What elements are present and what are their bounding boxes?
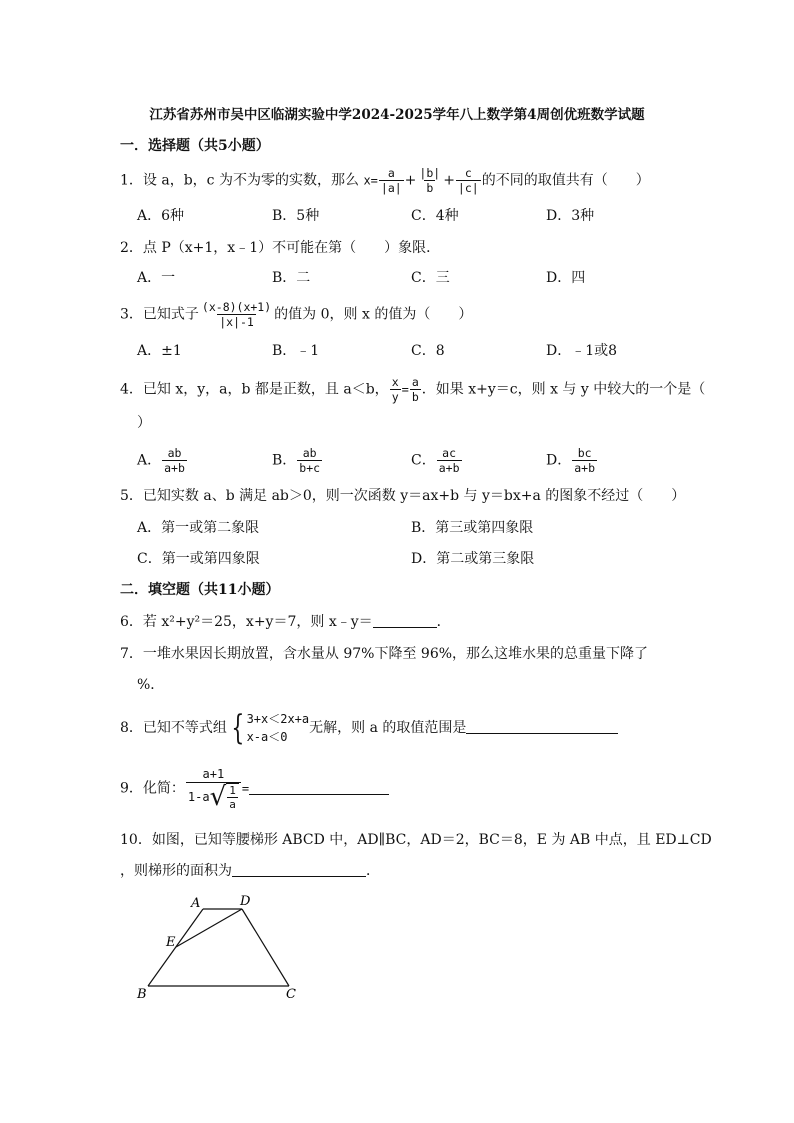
q2-option-b: B．二 bbox=[272, 270, 311, 286]
q1-fraction-b: $\frac{|b|}{b}$ bbox=[419, 166, 441, 195]
q5-option-c: C．第一或第四象限 bbox=[137, 551, 260, 567]
q4-stem: 4．已知 x，y，a，b 都是正数，且 a＜b， bbox=[120, 381, 389, 398]
q8-stem: 8．已知不等式组 bbox=[120, 720, 227, 736]
q1-option-b: B．5种 bbox=[272, 208, 320, 224]
q1-option-a: A．6种 bbox=[137, 208, 185, 224]
q5-option-b: B．第三或第四象限 bbox=[411, 520, 534, 536]
q3-tail: 的值为 0，则 x 的值为（ ） bbox=[274, 306, 473, 323]
q1-tail: 的不同的取值共有（ ） bbox=[481, 172, 650, 189]
q3-option-a: A．±1 bbox=[137, 343, 182, 359]
q5-option-d: D．第二或第三象限 bbox=[411, 551, 535, 567]
q4-equals: = bbox=[401, 382, 409, 397]
section-heading-choice: 一．选择题（共5小题） bbox=[120, 138, 270, 154]
q7-continuation: %． bbox=[137, 677, 165, 693]
label-e: E bbox=[166, 935, 176, 950]
q6-tail: ． bbox=[436, 614, 451, 630]
question-6 bbox=[120, 612, 451, 632]
q3-option-c: C．8 bbox=[411, 343, 445, 359]
question-4 bbox=[120, 375, 705, 404]
question-3 bbox=[120, 300, 472, 329]
q1-plus: + bbox=[404, 172, 417, 189]
q4-fraction-ab: $\frac{a}{b}$ bbox=[411, 375, 419, 404]
question-8 bbox=[120, 708, 618, 748]
q4-option-d: D． $\frac{bc}{a+b}$ bbox=[546, 446, 596, 475]
q2-option-c: C．三 bbox=[411, 270, 450, 286]
q3-option-d: D．﹣1或8 bbox=[546, 343, 618, 359]
q4-continuation: ） bbox=[137, 415, 151, 431]
q9-equals: = bbox=[241, 781, 250, 796]
q4-option-a: A． $\frac{ab}{a+b}$ bbox=[137, 446, 185, 475]
q2-option-d: D．四 bbox=[546, 270, 586, 286]
q8-brace: { bbox=[231, 708, 245, 748]
q10-continuation bbox=[120, 861, 380, 881]
q10-stem-2: ，则梯形的面积为 bbox=[120, 863, 232, 879]
q4-fraction-xy: $\frac{x}{y}$ bbox=[391, 375, 399, 404]
q8-answer-blank[interactable] bbox=[466, 719, 618, 734]
q8-system: 3+x＜2x+a x-a＜0 bbox=[246, 712, 310, 744]
q6-stem: 6．若 x²+y²＝25，x+y＝7，则 x﹣y＝ bbox=[120, 614, 373, 630]
q4-tail: ．如果 x+y＝c，则 x 与 y 中较大的一个是（ bbox=[421, 381, 706, 398]
question-2: 2．点 P（x+1，x﹣1）不可能在第（ ）象限． bbox=[120, 240, 441, 256]
edge-dc bbox=[242, 909, 289, 986]
q9-fraction: a+1 1-a √ $\frac{1}{a}$ bbox=[186, 766, 241, 811]
q9-answer-blank[interactable] bbox=[249, 780, 389, 795]
q4-option-b: B． $\frac{ab}{b+c}$ bbox=[272, 446, 321, 475]
question-10: 10．如图，已知等腰梯形 ABCD 中，AD∥BC，AD＝2，BC＝8，E 为 AB 中点，且 ED⊥CD bbox=[120, 832, 712, 848]
question-1 bbox=[120, 166, 650, 195]
q8-tail: 无解，则 a 的取值范围是 bbox=[309, 720, 467, 736]
q3-option-b: B．﹣1 bbox=[272, 343, 320, 359]
segment-ed bbox=[176, 909, 242, 947]
q6-answer-blank[interactable] bbox=[373, 613, 437, 628]
label-b: B bbox=[137, 987, 147, 1002]
q1-option-d: D．3种 bbox=[546, 208, 595, 224]
q4-option-c: C． $\frac{ac}{a+b}$ bbox=[411, 446, 460, 475]
q1-stem: 设 a，b，c 为不为零的实数，那么 bbox=[142, 172, 359, 189]
q1-option-c: C．4种 bbox=[411, 208, 459, 224]
q1-x: x= bbox=[363, 173, 378, 188]
q1-fraction-a: $\frac{a}{|a|}$ bbox=[380, 166, 402, 195]
page-title: 江苏省苏州市吴中区临湖实验中学2024-2025学年八上数学第4周创优班数学试题 bbox=[149, 107, 645, 123]
question-9 bbox=[120, 766, 389, 811]
edge-ab bbox=[148, 909, 203, 986]
q3-stem: 3．已知式子 bbox=[120, 306, 199, 323]
q5-option-a: A．第一或第二象限 bbox=[137, 520, 260, 536]
question-7: 7．一堆水果因长期放置，含水量从 97%下降至 96%，那么这堆水果的总重量下降了 bbox=[120, 646, 649, 662]
q10-tail: ． bbox=[366, 863, 380, 879]
q3-fraction: $\frac{(x-8)(x+1)}{|x|-1}$ bbox=[201, 300, 272, 329]
q10-answer-blank[interactable] bbox=[232, 862, 366, 877]
q1-plus: + bbox=[443, 172, 455, 189]
label-c: C bbox=[286, 987, 296, 1002]
q1-number: 1． bbox=[120, 172, 143, 189]
label-a: A bbox=[191, 896, 201, 911]
section-heading-fill: 二．填空题（共11小题） bbox=[120, 582, 280, 598]
q2-option-a: A．一 bbox=[137, 270, 176, 286]
question-5: 5．已知实数 a、b 满足 ab＞0，则一次函数 y＝ax+b 与 y＝bx+a 的图象不经过（ ） bbox=[120, 488, 686, 504]
q9-stem: 9．化简： bbox=[120, 780, 185, 797]
q1-fraction-c: $\frac{c}{|c|}$ bbox=[457, 166, 479, 195]
label-d: D bbox=[240, 894, 251, 909]
